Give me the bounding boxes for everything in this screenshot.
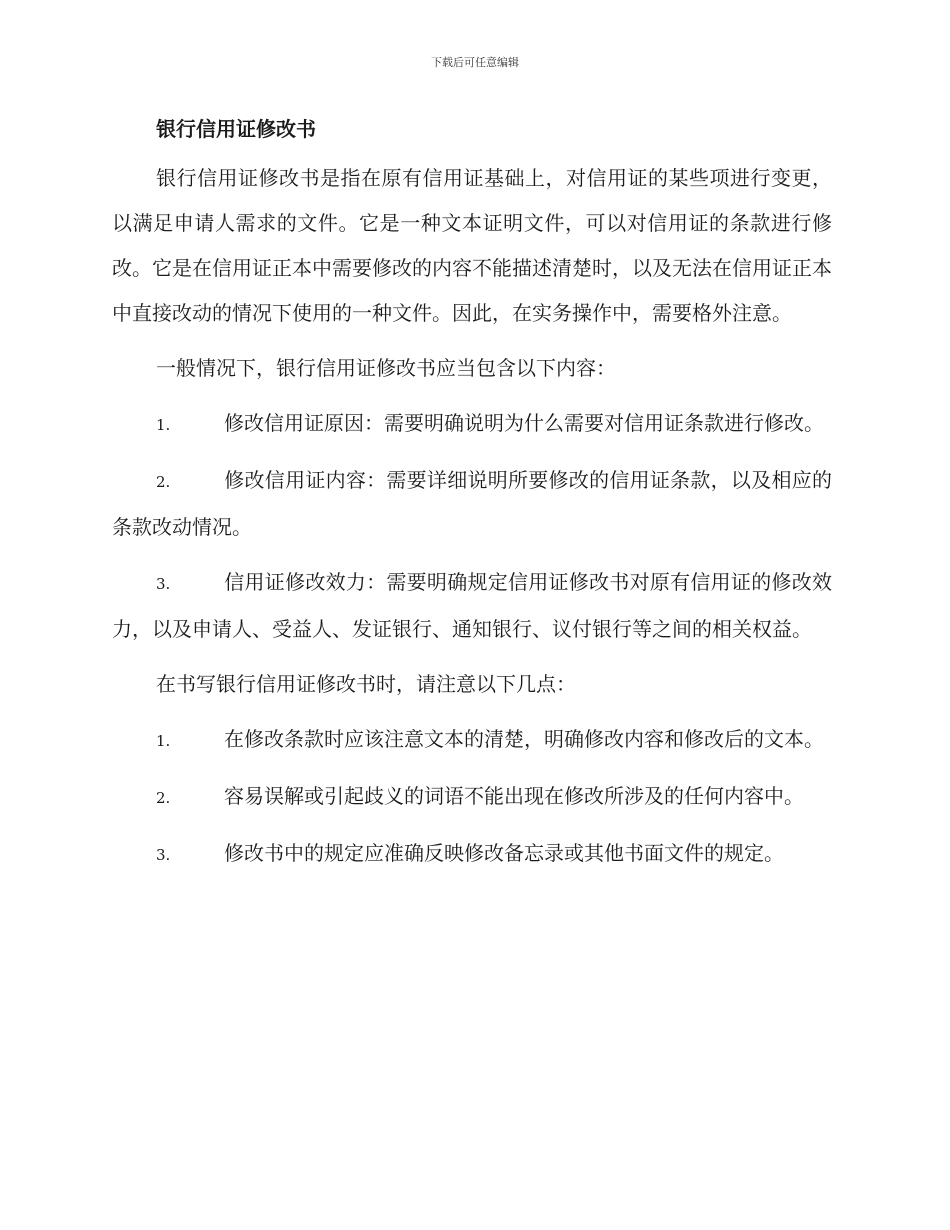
header-note: 下载后可任意编辑: [431, 56, 519, 69]
document-title: 银行信用证修改书: [156, 117, 316, 141]
notes-lead-paragraph: 在书写银行信用证修改书时，请注意以下几点：: [156, 672, 576, 696]
list-item-text: 修改信用证内容：需要详细说明所要修改的信用证条款，以及相应的条款改动情况。: [112, 468, 832, 539]
list-item-number: 2.: [156, 789, 171, 807]
list-item-number: 3.: [156, 575, 171, 593]
list-item-number: 1.: [156, 732, 171, 750]
document-body: [112, 112, 832, 888]
list-item-number: 3.: [156, 846, 171, 864]
list-item: [112, 831, 832, 878]
list-item: [112, 774, 832, 821]
list-item: [112, 717, 832, 764]
list-item: [112, 401, 832, 448]
list-item-text: 修改信用证原因：需要明确说明为什么需要对信用证条款进行修改。: [224, 411, 824, 435]
list-item-number: 1.: [156, 416, 171, 434]
contents-lead-paragraph: 一般情况下，银行信用证修改书应当包含以下内容：: [156, 356, 616, 380]
list-item-text: 修改书中的规定应准确反映修改备忘录或其他书面文件的规定。: [224, 841, 784, 865]
intro-paragraph: 银行信用证修改书是指在原有信用证基础上，对信用证的某些项进行变更，以满足申请人需求的文件。它是一种文本证明文件，可以对信用证的条款进行修改。它是在信用证正本中需要修改的内容不能描述清楚时，以及无法在信用证正本中直接改动的情况下使用的一种文件。因此，在实务操作中，需要格外注意。: [112, 166, 832, 325]
list-item-number: 2.: [156, 473, 171, 491]
list-item-text: 在修改条款时应该注意文本的清楚，明确修改内容和修改后的文本。: [224, 727, 824, 751]
list-item: [112, 560, 832, 652]
list-item-text: 容易误解或引起歧义的词语不能出现在修改所涉及的任何内容中。: [224, 784, 804, 808]
list-item: [112, 458, 832, 550]
list-item-text: 信用证修改效力：需要明确规定信用证修改书对原有信用证的修改效力，以及申请人、受益人、发证银行、通知银行、议付银行等之间的相关权益。: [112, 570, 832, 641]
